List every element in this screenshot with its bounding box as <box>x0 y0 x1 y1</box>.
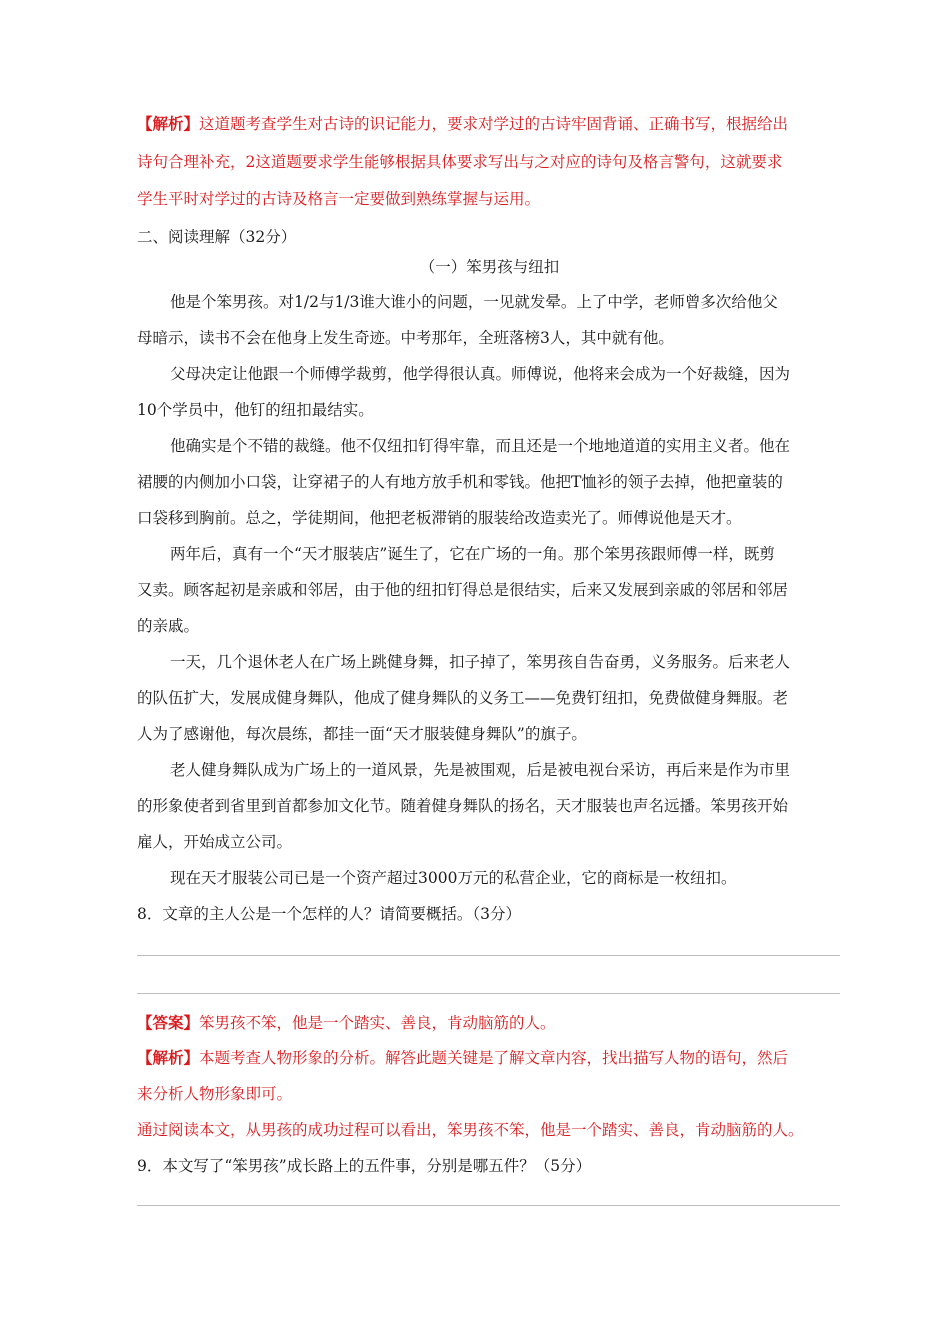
analysis-line-2: 诗句合理补充，2这道题要求学生能够根据具体要求写出与之对应的诗句及格言警句，这就要求 <box>137 153 783 171</box>
passage-line: 口袋移到胸前。总之，学徒期间，他把老板滞销的服装给改造卖光了。师傅说他是天才。 <box>137 509 742 527</box>
answer-8: 【答案】笨男孩不笨，他是一个踏实、善良，肯动脑筋的人。 <box>137 1013 556 1032</box>
answer-line <box>137 955 840 956</box>
passage-line: 母暗示，读书不会在他身上发生奇迹。中考那年，全班落榜3人，其中就有他。 <box>137 329 674 347</box>
passage-line: 父母决定让他跟一个师傅学裁剪，他学得很认真。师傅说，他将来会成为一个好裁缝，因为 <box>170 365 791 383</box>
question-8: 8．文章的主人公是一个怎样的人？请简要概括。（3分） <box>137 905 521 923</box>
answer-line <box>137 1205 840 1206</box>
passage-line: 一天，几个退休老人在广场上跳健身舞，扣子掉了，笨男孩自告奋勇，义务服务。后来老人 <box>170 653 791 671</box>
passage-line: 老人健身舞队成为广场上的一道风景，先是被围观，后是被电视台采访，再后来是作为市里 <box>170 761 791 779</box>
passage-line: 他是个笨男孩。对1/2与1/3谁大谁小的问题，一见就发晕。上了中学，老师曾多次给他父 <box>170 293 778 311</box>
passage-line: 他确实是个不错的裁缝。他不仅纽扣钉得牢靠，而且还是一个地地道道的实用主义者。他在 <box>170 437 791 455</box>
passage-line: 裙腰的内侧加小口袋，让穿裙子的人有地方放手机和零钱。他把T恤衫的领子去掉，他把童装的 <box>137 473 783 491</box>
analysis-8-line-2: 来分析人物形象即可。 <box>137 1085 293 1103</box>
passage-line: 又卖。顾客起初是亲戚和邻居，由于他的纽扣钉得总是很结实，后来又发展到亲戚的邻居和邻居 <box>137 581 789 599</box>
passage-line: 人为了感谢他，每次晨练，都挂一面“天才服装健身舞队”的旗子。 <box>137 725 587 743</box>
passage-line: 的形象使者到省里到首都参加文化节。随着健身舞队的扬名，天才服装也声名远播。笨男孩开始 <box>137 797 789 815</box>
analysis-tag: 【解析】 <box>137 1048 200 1067</box>
question-9: 9．本文写了“笨男孩”成长路上的五件事，分别是哪五件？（5分） <box>137 1157 592 1175</box>
analysis-tag: 【解析】 <box>137 114 200 133</box>
passage-line: 10个学员中，他钉的纽扣最结实。 <box>137 401 374 419</box>
passage-line: 的亲戚。 <box>137 617 200 635</box>
analysis-line-3: 学生平时对学过的古诗及格言一定要做到熟练掌握与运用。 <box>137 190 541 208</box>
passage-title: （一）笨男孩与纽扣 <box>419 258 560 276</box>
passage-line: 雇人，开始成立公司。 <box>137 833 293 851</box>
answer-line <box>137 993 840 994</box>
passage-line: 两年后，真有一个“天才服装店”诞生了，它在广场的一角。那个笨男孩跟师傅一样，既剪 <box>170 545 775 563</box>
analysis-8-line-1: 【解析】本题考查人物形象的分析。解答此题关键是了解文章内容，找出描写人物的语句，然后 <box>137 1048 789 1067</box>
passage-line: 的队伍扩大，发展成健身舞队，他成了健身舞队的义务工——免费钉纽扣，免费做健身舞服。老 <box>137 689 789 707</box>
passage-line: 现在天才服装公司已是一个资产超过3000万元的私营企业，它的商标是一枚纽扣。 <box>170 869 737 887</box>
section-heading: 二、阅读理解（32分） <box>137 228 297 246</box>
analysis-line-1: 【解析】这道题考查学生对古诗的识记能力，要求对学过的古诗牢固背诵、正确书写，根据给出 <box>137 114 789 133</box>
analysis-8-line-3: 通过阅读本文，从男孩的成功过程可以看出，笨男孩不笨，他是一个踏实、善良，肯动脑筋的人。 <box>137 1121 804 1139</box>
answer-tag: 【答案】 <box>137 1013 200 1032</box>
